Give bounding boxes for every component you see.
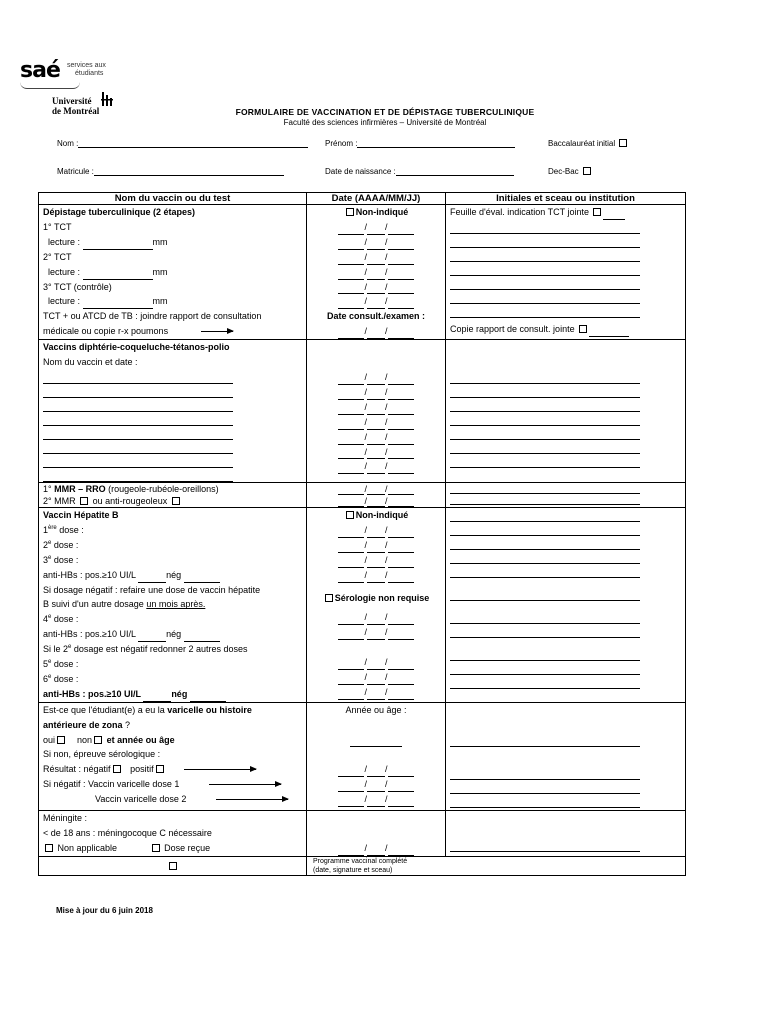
tb-non-indique-checkbox[interactable]: Non-indiqué — [344, 207, 409, 217]
header-date: Date (AAAA/MM/JJ) — [307, 193, 446, 205]
signature-line-field[interactable] — [450, 293, 640, 304]
positif-checkbox[interactable] — [156, 765, 164, 773]
date-field[interactable]: / / — [338, 779, 413, 789]
udem-logo: Université de Montréal — [52, 96, 100, 116]
programme-complete-checkbox[interactable] — [169, 862, 177, 870]
sae-logo: saé — [20, 58, 60, 83]
arrow-icon — [201, 331, 233, 333]
non-applicable-checkbox[interactable] — [45, 844, 53, 852]
arrow-icon — [216, 799, 288, 801]
signature-line-field[interactable] — [43, 387, 233, 398]
table-header — [39, 193, 686, 205]
decbac-checkbox[interactable]: Dec-Bac — [548, 167, 593, 176]
signature-line-field[interactable] — [450, 553, 640, 564]
tct2-lecture-field[interactable] — [83, 279, 153, 280]
date-field[interactable]: / / — [338, 570, 413, 580]
date-field[interactable]: / / — [338, 252, 413, 262]
signature-line-field[interactable] — [450, 279, 640, 290]
checkbox-icon — [346, 511, 354, 519]
date-field[interactable]: / / — [338, 267, 413, 277]
date-field[interactable]: / / — [338, 282, 413, 292]
date-field[interactable]: / / — [338, 496, 413, 506]
table-row-meningite: Méningite : < de 18 ans : méningocoque C nécessaire Non applicable Dose reçue / / — [39, 811, 686, 857]
negatif-checkbox[interactable] — [113, 765, 121, 773]
header-vaccin: Nom du vaccin ou du test — [39, 193, 307, 205]
signature-line-field[interactable] — [450, 429, 640, 440]
signature-line-field[interactable] — [450, 307, 640, 318]
date-field[interactable]: / / — [338, 764, 413, 774]
matricule-field[interactable]: Matricule : — [57, 167, 284, 176]
date-field[interactable]: / / — [338, 447, 413, 457]
checkbox-icon[interactable] — [80, 497, 88, 505]
signature-line-field[interactable] — [43, 471, 233, 482]
signature-line-field[interactable] — [450, 237, 640, 248]
signature-line-field[interactable] — [450, 769, 640, 780]
header-initiales: Initiales et sceau ou institution — [446, 193, 686, 205]
signature-line-field[interactable] — [450, 483, 640, 494]
date-field[interactable]: / / — [338, 326, 413, 336]
date-field[interactable]: / / — [338, 525, 413, 535]
table-row-mmr: 1° MMR – RRO (rougeole-rubéole-oreillons) 2° MMR ou anti-rougeoleux / / / / — [39, 482, 686, 507]
table-row-dcat: Vaccins diphtérie-coqueluche-tétanos-polio Nom du vaccin et date : / / / / / / / / / / / / / / — [39, 340, 686, 483]
udem-emblem-icon — [101, 92, 113, 106]
date-field[interactable]: / / — [338, 402, 413, 412]
signature-line-field[interactable] — [450, 387, 640, 398]
form-subtitle: Faculté des sciences infirmières – Université de Montréal — [283, 118, 487, 127]
signature-line-field[interactable] — [450, 650, 640, 661]
signature-line-field[interactable] — [450, 841, 640, 852]
date-field[interactable]: / / — [338, 612, 413, 622]
copie-jointe-checkbox[interactable]: Copie rapport de consult. jointe — [450, 324, 629, 334]
oui-checkbox[interactable] — [57, 736, 65, 744]
signature-line-field[interactable] — [450, 678, 640, 689]
date-field[interactable]: / / — [338, 417, 413, 427]
date-field[interactable]: / / — [338, 794, 413, 804]
signature-line-field[interactable] — [43, 429, 233, 440]
date-field[interactable]: / / — [338, 461, 413, 471]
signature-line-field[interactable] — [450, 251, 640, 262]
date-naissance-field[interactable]: Date de naissance : — [325, 167, 514, 176]
date-field[interactable]: / / — [338, 372, 413, 382]
checkbox-icon — [325, 594, 333, 602]
signature-line-field[interactable] — [450, 539, 640, 550]
table-row-hepb: Vaccin Hépatite B 1ère dose : 2e dose : 3e dose : anti-HBs : pos.≥10 UI/L nég Si dosage négatif : refaire une dose de vaccin hépatite B suivi d'un autre dosage un mois après. 4e dose : anti-HBs : pos.≥10 UI/L nég Si le 2e dosage est négatif redonner 2 autres doses 5e dose : 6e dose : anti-HBs : pos.≥10 UI/L nég Non-indiqué / / / / / / / / Sérologie non requise / / / / / / / / / / — [39, 507, 686, 702]
sae-logo-subtitle: services aux étudiants — [67, 62, 106, 77]
date-field[interactable]: / / — [338, 387, 413, 397]
footer-update-date: Mise à jour du 6 juin 2018 — [56, 906, 153, 915]
signature-line-field[interactable] — [450, 627, 640, 638]
signature-line-field[interactable] — [450, 415, 640, 426]
date-field[interactable]: / / — [338, 296, 413, 306]
signature-line-field[interactable] — [450, 567, 640, 578]
serologie-checkbox[interactable]: Sérologie non requise — [311, 591, 441, 606]
tct1-lecture-field[interactable] — [83, 249, 153, 250]
signature-line-field[interactable] — [43, 415, 233, 426]
vaccination-table — [38, 192, 686, 876]
table-row-tb: Dépistage tuberculinique (2 étapes) 1° TCT lecture : mm 2° TCT lecture : mm 3° TCT (contrôle) lecture : mm TCT + ou ATCD de TB : joindre rapport de consultation médicale ou copie r-x poumons Non-indiqué / / / / / / / / / / / / Date consult./examen : / / Feuille d'éval. indication TCT jointe Copie rapport de consult. jointe — [39, 205, 686, 340]
date-field[interactable]: / / — [338, 687, 413, 697]
checkbox-icon — [593, 208, 601, 216]
checkbox-icon — [619, 139, 627, 147]
checkbox-icon — [579, 325, 587, 333]
date-field[interactable]: / / — [338, 672, 413, 682]
signature-line-field[interactable] — [450, 525, 640, 536]
signature-line-field[interactable] — [450, 736, 640, 747]
tct3-lecture-field[interactable] — [83, 308, 153, 309]
nom-field[interactable]: Nom : — [57, 139, 308, 148]
date-field[interactable]: / / — [338, 657, 413, 667]
signature-line-field[interactable] — [450, 223, 640, 234]
checkbox-icon — [583, 167, 591, 175]
signature-line-field[interactable] — [43, 457, 233, 468]
table-row-varicelle: Est-ce que l'étudiant(e) a eu la varicelle ou histoire antérieure de zona ? oui non et année ou âge Si non, épreuve sérologique : Résultat : négatif positif Si négatif : Vaccin varicelle dose 1 Vaccin varicelle dose 2 Année ou âge : / / / / / / — [39, 702, 686, 811]
signature-line-field[interactable] — [43, 401, 233, 412]
date-field[interactable]: / / — [338, 555, 413, 565]
arrow-icon — [184, 769, 256, 771]
form-title: FORMULAIRE DE VACCINATION ET DE DÉPISTAGE TUBERCULINIQUE — [235, 107, 535, 117]
date-field[interactable]: / / — [338, 540, 413, 550]
prenom-field[interactable]: Prénom : — [325, 139, 515, 148]
tct-jointe-checkbox[interactable]: Feuille d'éval. indication TCT jointe — [450, 207, 625, 217]
signature-line-field[interactable] — [450, 511, 640, 522]
table-row-programme: Programme vaccinal complété (date, signature et sceau) — [39, 857, 686, 876]
signature-line-field[interactable] — [450, 613, 640, 624]
hepb-non-indique-checkbox[interactable]: Non-indiqué — [344, 510, 409, 520]
date-field[interactable]: / / — [338, 627, 413, 637]
signature-line-field[interactable] — [450, 265, 640, 276]
signature-line-field[interactable] — [450, 797, 640, 808]
bac-initial-checkbox[interactable]: Baccalauréat initial — [548, 139, 629, 148]
date-field[interactable]: / / — [338, 484, 413, 494]
date-field[interactable]: / / — [338, 432, 413, 442]
signature-line-field[interactable] — [450, 401, 640, 412]
dose-recue-checkbox[interactable] — [152, 844, 160, 852]
arrow-icon — [209, 784, 281, 786]
signature-line-field[interactable] — [43, 373, 233, 384]
date-field[interactable]: / / — [338, 237, 413, 247]
signature-line-field[interactable] — [450, 664, 640, 675]
checkbox-icon[interactable] — [172, 497, 180, 505]
date-field[interactable]: / / — [338, 222, 413, 232]
date-field[interactable]: / / — [338, 843, 413, 853]
signature-line-field[interactable] — [450, 494, 640, 505]
checkbox-icon — [346, 208, 354, 216]
non-checkbox[interactable] — [94, 736, 102, 744]
signature-line-field[interactable] — [450, 783, 640, 794]
signature-line-field[interactable] — [450, 443, 640, 454]
signature-line-field[interactable] — [43, 443, 233, 454]
signature-line-field[interactable] — [450, 457, 640, 468]
signature-line-field[interactable] — [450, 373, 640, 384]
signature-line-field[interactable] — [450, 590, 640, 601]
sae-swoosh-icon — [20, 82, 80, 89]
